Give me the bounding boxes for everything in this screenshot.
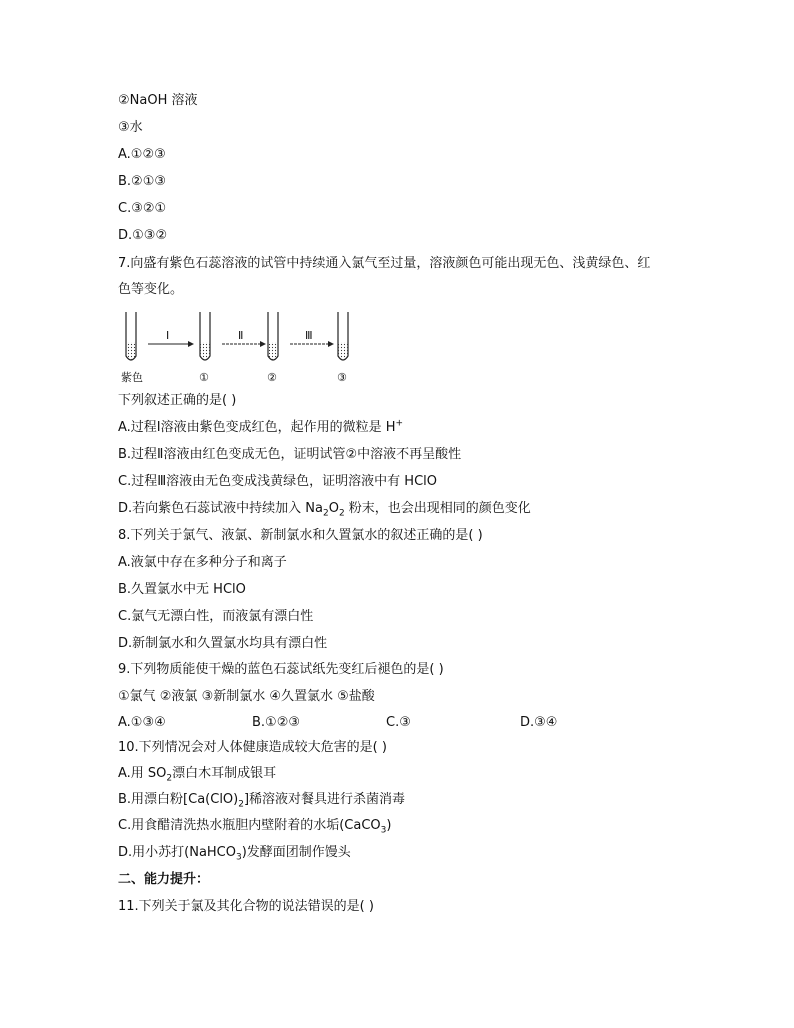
arrow-label: Ⅱ <box>238 329 244 342</box>
arrow-2 <box>222 329 266 347</box>
tube-1 <box>200 312 210 360</box>
option-a: A.液氯中存在多种分子和离子 <box>118 555 287 570</box>
option-c: C.③ <box>386 715 411 730</box>
option-b: B.用漂白粉$[Ca(ClO)_2]$稀溶液对餐具进行杀菌消毒 <box>118 792 406 810</box>
option-b: B.①②③ <box>252 715 301 730</box>
option-c: C.氯气无漂白性，而液氯有漂白性 <box>118 609 314 624</box>
tube-label: ③ <box>337 371 347 384</box>
option-c: C.过程Ⅲ溶液由无色变成浅黄绿色，证明溶液中有 HClO <box>118 474 438 489</box>
question-10: 10.下列情况会对人体健康造成较大危害的是( ) <box>118 740 387 755</box>
arrow-label: Ⅰ <box>166 329 170 342</box>
option-a: A.①③④ <box>118 715 166 730</box>
question-9: 9.下列物质能使干燥的蓝色石蕊试纸先变红后褪色的是( ) <box>118 662 444 677</box>
question-8: 8.下列关于氯气、液氯、新制氯水和久置氯水的叙述正确的是( ) <box>118 528 483 543</box>
option-d: D.新制氯水和久置氯水均具有漂白性 <box>118 636 328 651</box>
question-7: 7.向盛有紫色石蕊溶液的试管中持续通入氯气至过量，溶液颜色可能出现无色、浅黄绿色、红 <box>118 256 651 271</box>
tube-label: ② <box>267 371 277 384</box>
option-c: C.③②① <box>118 201 167 216</box>
option-a: A.过程Ⅰ溶液由紫色变成红色，起作用的微粒是 H+ <box>118 418 404 435</box>
arrow-label: Ⅲ <box>305 329 313 342</box>
tube-2 <box>268 312 278 360</box>
option-c: C.用食醋清洗热水瓶胆内壁附着的水垢(CaCO$_3$) <box>118 818 392 836</box>
option-d: D.①③② <box>118 228 168 243</box>
question-7-prompt: 下列叙述正确的是( ) <box>118 393 237 408</box>
arrow-3 <box>290 329 334 347</box>
test-tube-diagram <box>118 310 368 386</box>
tube-0 <box>126 312 136 360</box>
option-d: D.若向紫色石蕊试液中持续加入 $Na_2O_2$ 粉末，也会出现相同的颜色变化 <box>118 501 531 519</box>
question-7-cont: 色等变化。 <box>118 282 184 297</box>
option-b: B.久置氯水中无 HClO <box>118 582 246 597</box>
arrow-1 <box>148 329 194 347</box>
tube-label: 紫色 <box>121 371 143 384</box>
tube-label: ① <box>199 371 209 384</box>
section-heading: 二、能力提升： <box>118 872 210 887</box>
text-line: ②NaOH 溶液 <box>118 93 198 108</box>
option-d: D.③④ <box>520 715 558 730</box>
option-a: A.①②③ <box>118 147 166 162</box>
text-line: ③水 <box>118 120 143 135</box>
option-b: B.过程Ⅱ溶液由红色变成无色，证明试管②中溶液不再呈酸性 <box>118 447 462 462</box>
option-b: B.②①③ <box>118 174 167 189</box>
option-a: A.用 $SO_2$漂白木耳制成银耳 <box>118 766 277 784</box>
option-d: D.用小苏打(NaHCO$_3$)发酵面团制作馒头 <box>118 845 351 863</box>
tube-3 <box>338 312 348 360</box>
question-9-items: ①氯气 ②液氯 ③新制氯水 ④久置氯水 ⑤盐酸 <box>118 689 375 704</box>
question-11: 11.下列关于氯及其化合物的说法错误的是( ) <box>118 899 374 914</box>
